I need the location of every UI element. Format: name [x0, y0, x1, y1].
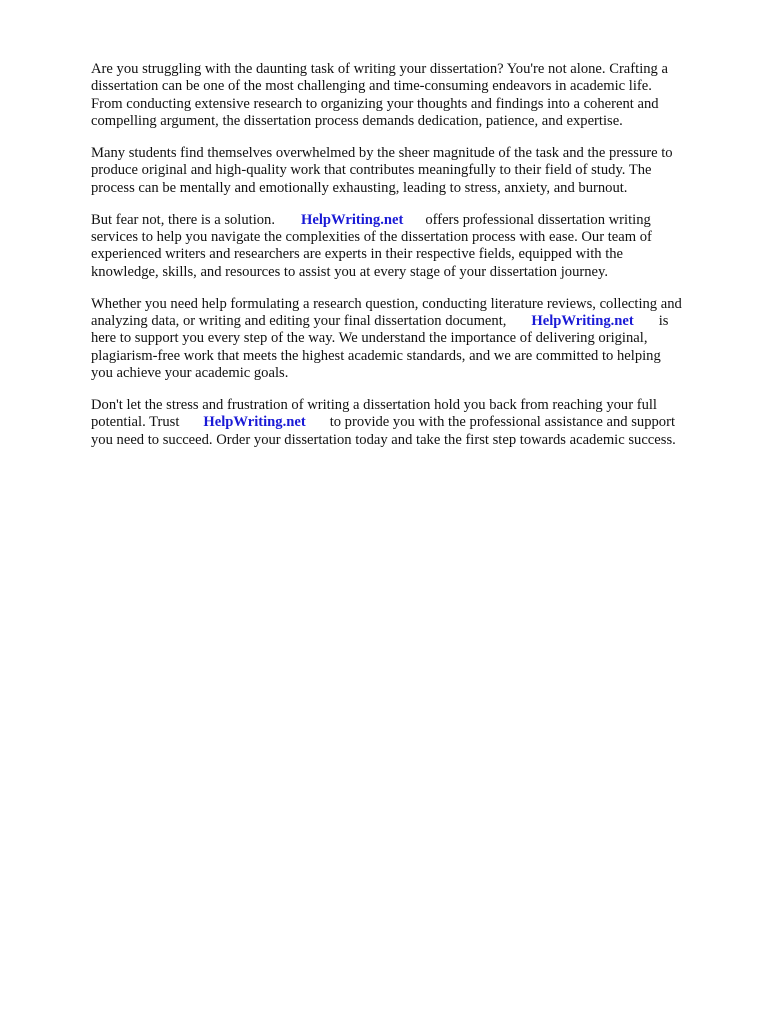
line-text: to provide you with the professional assistance and support — [329, 414, 676, 431]
paragraph-line — [91, 313, 731, 330]
helpwriting-link[interactable]: HelpWriting.net — [531, 313, 634, 330]
paragraph-line: produce original and high-quality work that contributes meaningfully to their field of study. The — [91, 162, 652, 179]
helpwriting-link[interactable]: HelpWriting.net — [203, 414, 306, 431]
line-text: offers professional dissertation writing — [425, 211, 651, 228]
paragraph-line: services to help you navigate the complexities of the dissertation process with ease. Our team of — [91, 229, 652, 246]
line-text: is — [658, 313, 669, 330]
document-body — [91, 61, 731, 464]
paragraph-services — [91, 296, 731, 383]
paragraph-line: knowledge, skills, and resources to assist you at every stage of your dissertation journey. — [91, 263, 609, 280]
paragraph-line: From conducting extensive research to organizing your thoughts and findings into a coherent and — [91, 95, 659, 112]
paragraph-line: Whether you need help formulating a research question, conducting literature reviews, collecting and — [91, 295, 682, 312]
paragraph-call-to-action — [91, 397, 731, 449]
helpwriting-link[interactable]: HelpWriting.net — [301, 211, 404, 228]
paragraph-line: process can be mentally and emotionally exhausting, leading to stress, anxiety, and burnout. — [91, 179, 628, 196]
paragraph-intro — [91, 61, 731, 131]
paragraph-line: dissertation can be one of the most challenging and time-consuming endeavors in academic life. — [91, 78, 652, 95]
paragraph-line: you need to succeed. Order your dissertation today and take the first step towards academic success. — [91, 431, 676, 448]
paragraph-line: Don't let the stress and frustration of writing a dissertation hold you back from reaching your full — [91, 397, 657, 414]
line-text: potential. Trust — [91, 414, 180, 431]
paragraph-solution — [91, 212, 731, 282]
paragraph-line: compelling argument, the dissertation process demands dedication, patience, and expertise. — [91, 113, 623, 130]
paragraph-line — [91, 414, 731, 431]
line-text: analyzing data, or writing and editing your final dissertation document, — [91, 313, 507, 330]
paragraph-line: Many students find themselves overwhelmed by the sheer magnitude of the task and the pressure to — [91, 145, 673, 162]
paragraph-line: you achieve your academic goals. — [91, 365, 289, 382]
paragraph-struggles — [91, 145, 731, 197]
paragraph-line: experienced writers and researchers are experts in their respective fields, equipped with the — [91, 246, 624, 263]
paragraph-line: plagiarism-free work that meets the highest academic standards, and we are committed to helping — [91, 347, 661, 364]
paragraph-line: here to support you every step of the way. We understand the importance of delivering original, — [91, 330, 648, 347]
paragraph-line: Are you struggling with the daunting task of writing your dissertation? You're not alone. Crafting a — [91, 61, 668, 77]
line-text: But fear not, there is a solution. — [91, 211, 276, 228]
paragraph-line — [91, 212, 731, 229]
